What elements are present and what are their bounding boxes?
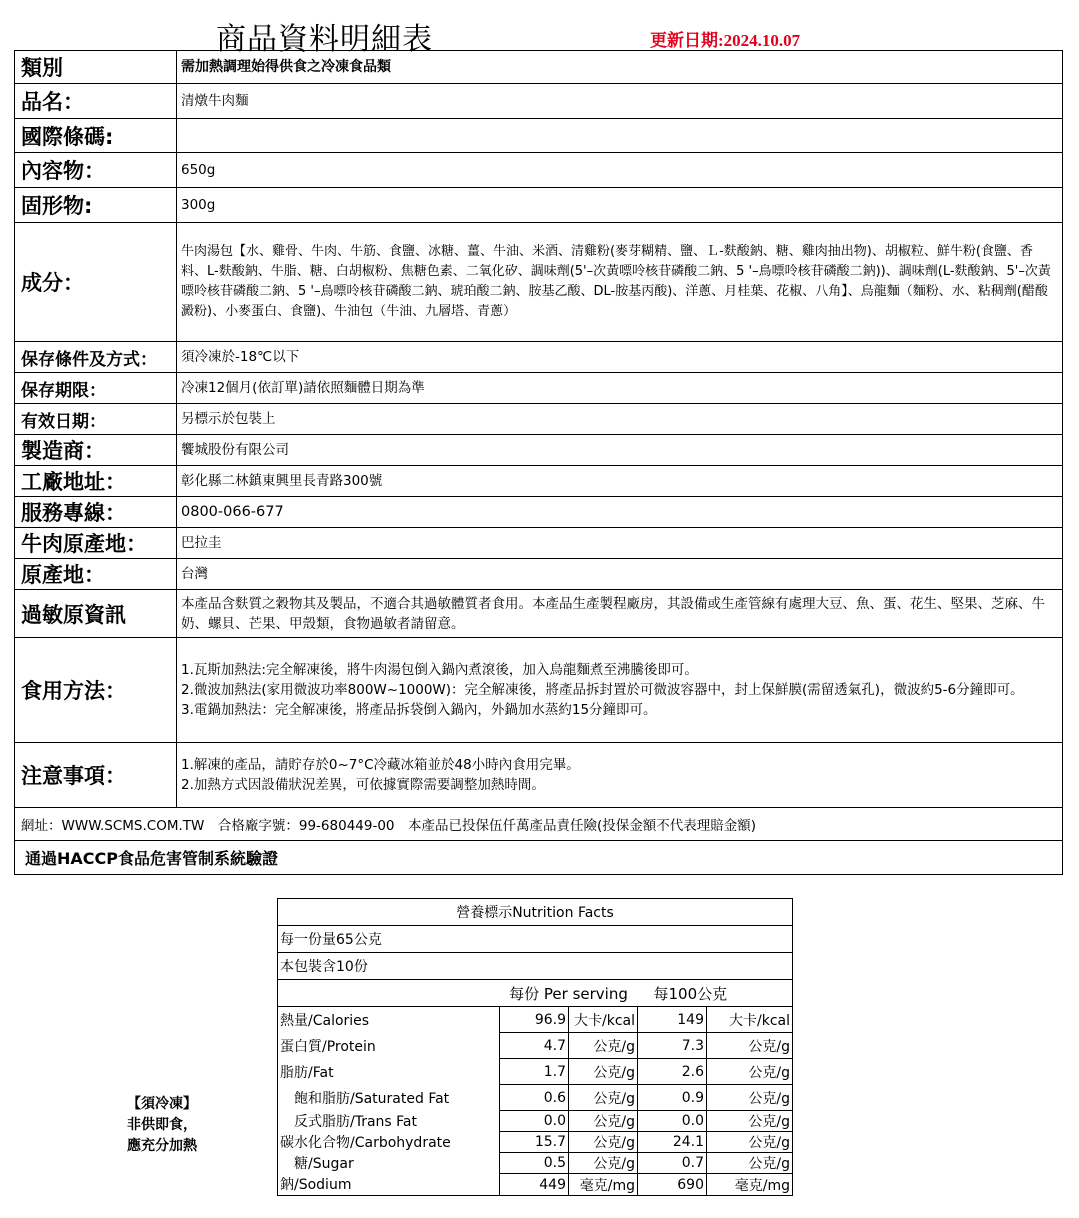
unit-per-serving: 公克/g	[569, 1059, 638, 1085]
spec-row	[15, 84, 1063, 119]
footer-row	[15, 808, 1063, 841]
nutrient-name: 反式脂肪/Trans Fat	[278, 1111, 500, 1132]
nutrition-row	[278, 1059, 793, 1085]
unit-per-100g: 公克/g	[707, 1153, 793, 1174]
page-title: 商品資料明細表	[216, 22, 433, 57]
spec-value	[177, 638, 1063, 743]
unit-per-100g: 毫克/mg	[707, 1174, 793, 1196]
footer-row	[15, 841, 1063, 875]
spec-label: 注意事項：	[15, 743, 177, 808]
spec-table	[14, 50, 1063, 875]
nutrition-row	[278, 1153, 793, 1174]
spec-value	[177, 743, 1063, 808]
col-per-serving: 每份 Per serving	[500, 980, 638, 1007]
spec-row	[15, 638, 1063, 743]
unit-per-serving: 公克/g	[569, 1033, 638, 1059]
spec-label: 原產地：	[15, 559, 177, 590]
spec-value: 0800-066-677	[177, 497, 1063, 528]
spec-label: 固形物:	[15, 188, 177, 223]
note-line: 2.加熱方式因設備狀況差異，可依據實際需要調整加熱時間。	[181, 777, 545, 793]
method-line: 3.電鍋加熱法：完全解凍後，將產品拆袋倒入鍋內，外鍋加水蒸約15分鐘即可。	[181, 702, 657, 718]
spec-row	[15, 404, 1063, 435]
method-line: 1.瓦斯加熱法:完全解凍後，將牛肉湯包倒入鍋內煮滾後，加入烏龍麵煮至沸騰後即可。	[181, 662, 698, 678]
spec-row	[15, 188, 1063, 223]
method-line: 2.微波加熱法(家用微波功率800W~1000W)：完全解凍後，將產品拆封置於可微波容器中，封上保鮮膜(需留透氣孔)，微波約5-6分鐘即可。	[181, 682, 1024, 698]
spec-label: 牛肉原產地：	[15, 528, 177, 559]
spec-label: 過敏原資訊	[15, 590, 177, 638]
spec-row	[15, 435, 1063, 466]
spec-row	[15, 373, 1063, 404]
nutrient-name: 糖/Sugar	[278, 1153, 500, 1174]
spec-value: 300g	[177, 188, 1063, 223]
spec-value: 需加熱調理始得供食之冷凍食品類	[177, 51, 1063, 84]
value-per-100g: 0.9	[638, 1085, 707, 1111]
unit-per-100g: 大卡/kcal	[707, 1007, 793, 1033]
nutrition-row	[278, 1033, 793, 1059]
nutrition-table	[277, 898, 793, 1196]
spec-value: 饗城股份有限公司	[177, 435, 1063, 466]
unit-per-100g: 公克/g	[707, 1111, 793, 1132]
value-per-100g: 2.6	[638, 1059, 707, 1085]
nutrient-name: 熱量/Calories	[278, 1007, 500, 1033]
value-per-serving: 449	[500, 1174, 569, 1196]
spec-row	[15, 466, 1063, 497]
note-line: 1.解凍的產品，請貯存於0~7°C冷藏冰箱並於48小時內食用完畢。	[181, 757, 580, 773]
unit-per-serving: 大卡/kcal	[569, 1007, 638, 1033]
value-per-100g: 690	[638, 1174, 707, 1196]
spec-row	[15, 559, 1063, 590]
value-per-100g: 7.3	[638, 1033, 707, 1059]
spec-value: 650g	[177, 153, 1063, 188]
value-per-serving: 0.6	[500, 1085, 569, 1111]
nutrition-row	[278, 1085, 793, 1111]
spec-value: 巴拉圭	[177, 528, 1063, 559]
unit-per-serving: 公克/g	[569, 1153, 638, 1174]
unit-per-100g: 公克/g	[707, 1132, 793, 1153]
serving-size: 每一份量65公克	[278, 926, 793, 953]
unit-per-serving: 公克/g	[569, 1085, 638, 1111]
spec-row	[15, 590, 1063, 638]
spec-label: 保存條件及方式：	[15, 342, 177, 373]
value-per-serving: 4.7	[500, 1033, 569, 1059]
nutrient-name: 飽和脂肪/Saturated Fat	[278, 1085, 500, 1111]
spec-value: 清燉牛肉麵	[177, 84, 1063, 119]
spec-value: 牛肉湯包【水、雞骨、牛肉、牛筋、食鹽、冰糖、薑、牛油、米酒、清雞粉(麥芽糊精、鹽、Ｌ-麩酸鈉、糖、雞肉抽出物)、胡椒粒、鮮牛粉(食鹽、香料、L-麩酸鈉、牛脂、糖、白胡椒粉、焦糖色素、二氧化矽、調味劑(5'–次黃嘌呤核苷磷酸二鈉、5 '–鳥嘌呤核苷磷酸二鈉))、調味劑(L-麩酸鈉、5'–次黃嘌呤核苷磷酸二鈉、5 '–鳥嘌呤核苷磷酸二鈉、琥珀酸二鈉、胺基乙酸、DL-胺基丙酸)、洋蔥、月桂葉、花椒、八角】、烏龍麵（麵粉、水、粘稠劑(醋酸澱粉)、小麥蛋白、食鹽)、牛油包（牛油、九層塔、青蔥）	[177, 223, 1063, 342]
spec-value: 須冷凍於-18℃以下	[177, 342, 1063, 373]
servings-per-package: 本包裝含10份	[278, 953, 793, 980]
heat-label: 應充分加熱	[127, 1138, 197, 1154]
spec-label: 品名：	[15, 84, 177, 119]
spec-row	[15, 153, 1063, 188]
haccp-cert: 通過HACCP食品危害管制系統驗證	[15, 841, 1063, 875]
spec-value: 彰化縣二林鎮東興里長青路300號	[177, 466, 1063, 497]
nutrient-name: 鈉/Sodium	[278, 1174, 500, 1196]
spec-label: 保存期限：	[15, 373, 177, 404]
unit-per-serving: 毫克/mg	[569, 1174, 638, 1196]
value-per-serving: 15.7	[500, 1132, 569, 1153]
value-per-100g: 24.1	[638, 1132, 707, 1153]
value-per-serving: 1.7	[500, 1059, 569, 1085]
value-per-100g: 0.7	[638, 1153, 707, 1174]
unit-per-serving: 公克/g	[569, 1132, 638, 1153]
nutrient-name: 脂肪/Fat	[278, 1059, 500, 1085]
spec-label: 內容物：	[15, 153, 177, 188]
nutrition-row	[278, 1007, 793, 1033]
spec-label: 服務專線：	[15, 497, 177, 528]
nutrition-row	[278, 1132, 793, 1153]
unit-per-serving: 公克/g	[569, 1111, 638, 1132]
spec-label: 食用方法：	[15, 638, 177, 743]
unit-per-100g: 公克/g	[707, 1059, 793, 1085]
spec-label: 類別	[15, 51, 177, 84]
spec-label: 工廠地址：	[15, 466, 177, 497]
value-per-serving: 0.0	[500, 1111, 569, 1132]
spec-label: 有效日期：	[15, 404, 177, 435]
nutrition-row	[278, 1111, 793, 1132]
not-ready-label: 非供即食，	[127, 1117, 197, 1133]
update-date: 更新日期:2024.10.07	[650, 31, 801, 50]
value-per-serving: 96.9	[500, 1007, 569, 1033]
spec-value	[177, 119, 1063, 153]
nutrition-row	[278, 1174, 793, 1196]
spec-value: 另標示於包裝上	[177, 404, 1063, 435]
spec-row	[15, 342, 1063, 373]
spec-value: 台灣	[177, 559, 1063, 590]
spec-row	[15, 119, 1063, 153]
nutrition-title: 營養標示Nutrition Facts	[278, 899, 793, 926]
frozen-label: 【須冷凍】	[127, 1096, 197, 1112]
spec-row	[15, 51, 1063, 84]
col-per-100g: 每100公克	[638, 980, 793, 1007]
value-per-100g: 0.0	[638, 1111, 707, 1132]
spec-value: 本產品含麩質之穀物其及製品，不適合其過敏體質者食用。本產品生產製程廠房，其設備或生產管線有處理大豆、魚、蛋、花生、堅果、芝麻、牛奶、螺貝、芒果、甲殼類，食物過敏者請留意。	[177, 590, 1063, 638]
spec-row	[15, 223, 1063, 342]
spec-label: 製造商：	[15, 435, 177, 466]
nutrient-name: 蛋白質/Protein	[278, 1033, 500, 1059]
value-per-serving: 0.5	[500, 1153, 569, 1174]
website-info: 網址：WWW.SCMS.COM.TW 合格廠字號：99-680449-00 本產品已投保伍仟萬產品責任險(投保金額不代表理賠金額)	[15, 808, 1063, 841]
spec-label: 國際條碼:	[15, 119, 177, 153]
spec-value: 冷凍12個月(依訂單)請依照麵體日期為準	[177, 373, 1063, 404]
spec-row	[15, 497, 1063, 528]
spec-label: 成分：	[15, 223, 177, 342]
unit-per-100g: 公克/g	[707, 1033, 793, 1059]
nutrient-name: 碳水化合物/Carbohydrate	[278, 1132, 500, 1153]
spec-row	[15, 528, 1063, 559]
spec-row	[15, 743, 1063, 808]
value-per-100g: 149	[638, 1007, 707, 1033]
side-note	[127, 1094, 197, 1157]
unit-per-100g: 公克/g	[707, 1085, 793, 1111]
